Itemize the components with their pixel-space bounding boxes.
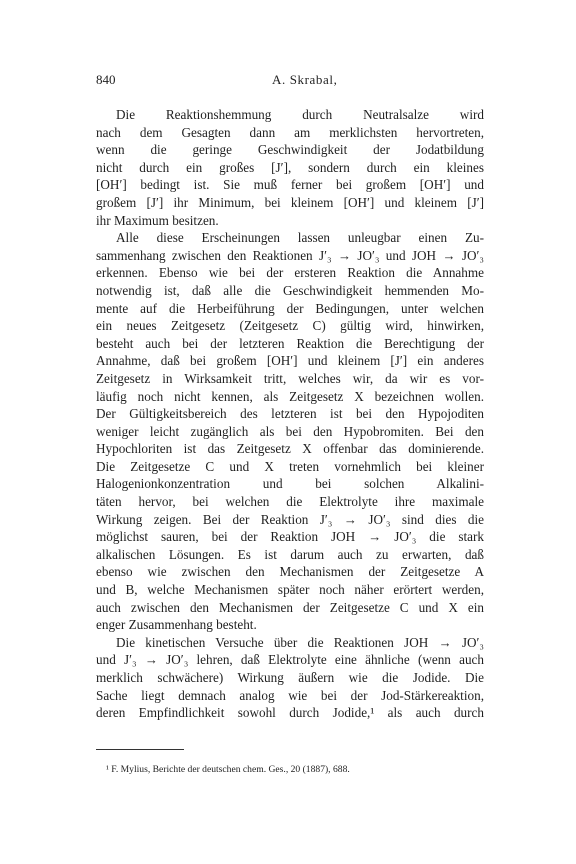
text-line: Annahme, daß bei großem [OH′] und kleinem [J′] ein anderes [96, 353, 484, 369]
text-line: deren Empfindlichkeit sowohl durch Jodide,¹ als auch durch [96, 705, 484, 721]
paragraph [96, 634, 484, 722]
text-line: Sache liegt demnach analog wie bei der Jod-Stärkereaktion, [96, 687, 484, 703]
text-line: [OH′] bedingt ist. Sie muß ferner bei großem [OH′] und [96, 177, 484, 193]
text-line: Alle diese Erscheinungen lassen unleugbar einen Zu- [116, 230, 484, 246]
text-line: notwendig ist, daß alle die Geschwindigkeit hemmenden Mo- [96, 282, 484, 298]
text-line: großem [J′] ihr Minimum, bei kleinem [OH′] und kleinem [J′] [96, 194, 484, 210]
text-line: möglichst sauren, bei der Reaktion JOH → JO′₃ die stark [96, 529, 484, 545]
text-line: ebenso wie zwischen den Mechanismen der Zeitgesetze A [96, 564, 484, 580]
text-line: alkalischen Lösungen. Es ist darum auch zu erwarten, daß [96, 546, 484, 562]
text-line: Halogenionkonzentration und bei solchen Alkalini- [96, 476, 484, 492]
text-line: Wirkung zeigen. Bei der Reaktion J′₃ → JO′₃ sind dies die [96, 511, 484, 527]
running-head: A. Skrabal, [272, 72, 338, 87]
text-line: nach dem Gesagten dann am merklichsten hervortreten, [96, 124, 484, 140]
text-line: ihr Maximum besitzen. [96, 212, 219, 228]
text-line: mente auf die Herbeiführung der Bedingungen, unter welchen [96, 300, 484, 316]
body-text [96, 106, 484, 722]
footnote: ¹ F. Mylius, Berichte der deutschen chem. Ges., 20 (1887), 688. [106, 764, 350, 775]
text-line: weniger leicht zugänglich als bei den Hypobromiten. Bei den [96, 423, 484, 439]
paragraph [96, 106, 484, 229]
text-line: täten hervor, bei welchen die Elektrolyte ihre maximale [96, 494, 484, 510]
text-line: erkennen. Ebenso wie bei der ersteren Reaktion die Annahme [96, 265, 484, 281]
text-line: Die kinetischen Versuche über die Reaktionen JOH → JO′₃ [116, 634, 484, 650]
text-line: sammenhang zwischen den Reaktionen J′₃ → JO′₃ und JOH → JO′₃ [96, 247, 484, 263]
text-line: nicht durch ein großes [J′], sondern durch ein kleines [96, 159, 484, 175]
text-line: Die Reaktionshemmung durch Neutralsalze wird [116, 107, 484, 122]
text-line: Die Zeitgesetze C und X treten vornehmlich bei kleiner [96, 458, 484, 474]
text-line: und B, welche Mechanismen später noch näher erörtert werden, [96, 582, 484, 598]
footnote-divider [96, 749, 184, 750]
text-line: ein neues Zeitgesetz (Zeitgesetz C) gültig wird, hinwirken, [96, 318, 484, 334]
paragraph [96, 229, 484, 634]
text-line: Zeitgesetz in Wirksamkeit tritt, welches wir, da wir es vor- [96, 370, 484, 386]
text-line: Der Gültigkeitsbereich des letzteren ist bei den Hypojoditen [96, 406, 484, 422]
page-header [96, 72, 484, 90]
text-line: besteht auch bei der letzteren Reaktion die Berechtigung der [96, 335, 484, 351]
page-number: 840 [96, 72, 116, 87]
text-line: läufig noch nicht kennen, als Zeitgesetz X bezeichnen wollen. [96, 388, 484, 404]
text-line: auch zwischen den Mechanismen der Zeitgesetze C und X ein [96, 599, 484, 615]
text-line: Hypochloriten ist das Zeitgesetz X offenbar das dominierende. [96, 441, 484, 457]
text-line: merklich schwächere) Wirkung äußern wie die Jodide. Die [96, 670, 484, 685]
text-line: wenn die geringe Geschwindigkeit der Jodatbildung [96, 142, 484, 158]
text-line: und J′₃ → JO′₃ lehren, daß Elektrolyte eine ähnliche (wenn auch [96, 652, 484, 668]
text-line: enger Zusammenhang besteht. [96, 617, 257, 633]
